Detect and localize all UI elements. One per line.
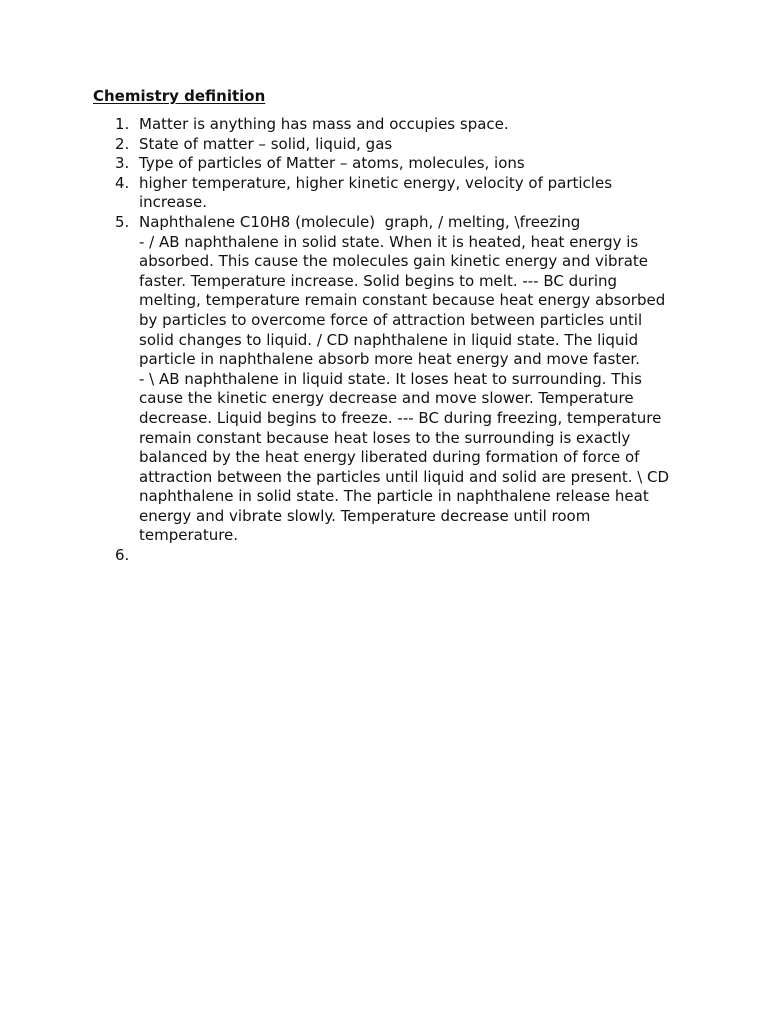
page-title: Chemistry definition (93, 87, 266, 105)
list-item-2 (112, 135, 672, 155)
list-text: Type of particles of Matter – atoms, molecules, ions (139, 154, 525, 173)
list-item-6 (112, 546, 672, 566)
list-item-1 (112, 115, 672, 135)
list-text (139, 546, 672, 566)
list-text: State of matter – solid, liquid, gas (139, 134, 393, 153)
list-item-5 (112, 213, 672, 546)
list-number: 3. (115, 154, 130, 173)
definition-list (112, 115, 672, 566)
list-text: higher temperature, higher kinetic energy, velocity of particles increase. (139, 173, 617, 212)
list-text: Naphthalene C10H8 (molecule) graph, / melting, \freezing (139, 212, 581, 231)
list-number: 1. (115, 115, 130, 133)
list-number: 6. (115, 546, 130, 565)
freezing-explanation: - \ AB naphthalene in liquid state. It loses heat to surrounding. This cause the kinetic energy decrease and move slower. Temperature decrease. Liquid begins to freeze. --- BC during freezing, temperature remain constant because heat loses to the surrounding is exactly balanced by the heat energy liberated during formation of force of attraction between the particles until liquid and solid are present. \ CD naphthalene in solid state. The particle in naphthalene release heat energy and vibrate slowly. Temperature decrease until room temperature. (139, 369, 674, 545)
list-item-3 (112, 154, 672, 174)
list-text: Matter is anything has mass and occupies space. (139, 115, 509, 133)
list-number: 5. (115, 212, 130, 231)
list-number: 2. (115, 134, 130, 153)
list-number: 4. (115, 173, 130, 192)
list-item-4 (112, 174, 672, 213)
melting-explanation: - / AB naphthalene in solid state. When it is heated, heat energy is absorbed. This cause the molecules gain kinetic energy and vibrate faster. Temperature increase. Solid begins to melt. --- BC during melting, temperature remain constant because heat energy absorbed by particles to overcome force of attraction between particles until solid changes to liquid. / CD naphthalene in liquid state. The liquid particle in naphthalene absorb more heat energy and move faster. (139, 232, 671, 369)
